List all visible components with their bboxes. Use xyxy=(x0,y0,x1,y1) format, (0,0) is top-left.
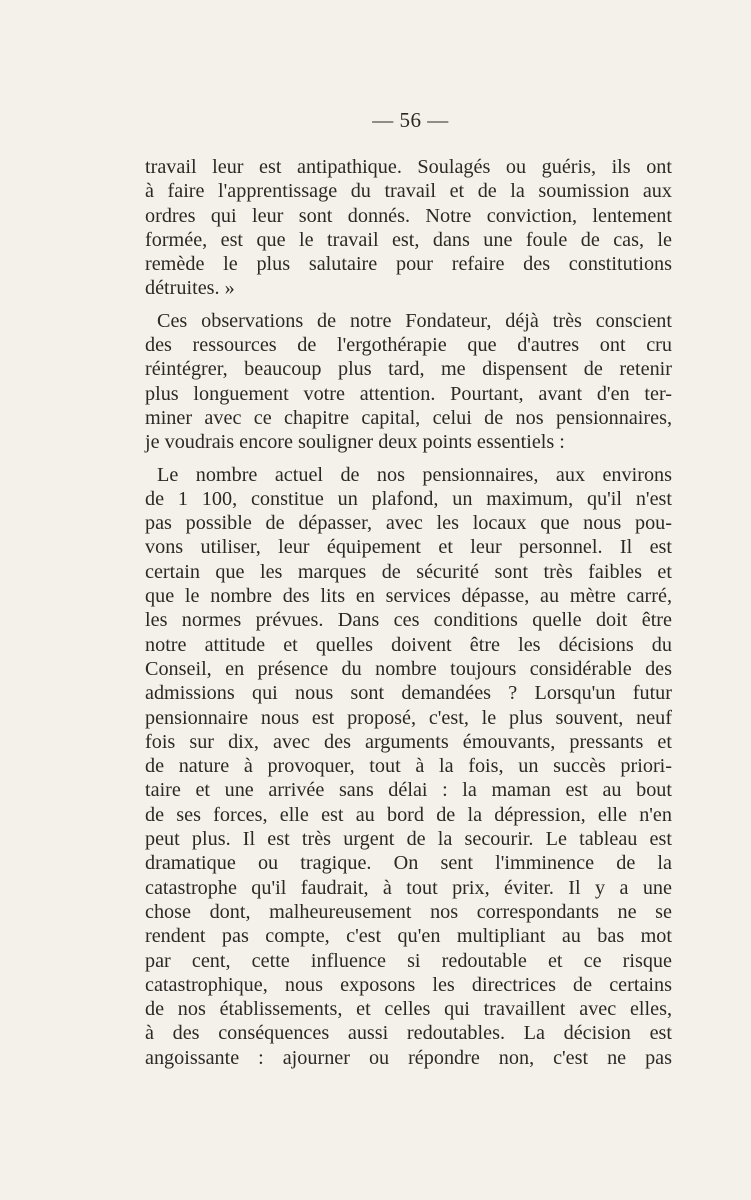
text-line: travail leur est antipathique. Soulagés ou guéris, ils ont xyxy=(145,156,672,178)
text-line: détruites. » xyxy=(145,277,235,300)
paragraph xyxy=(145,463,672,1070)
text-line: notre attitude et quelles doivent être les décisions du xyxy=(145,633,672,656)
text-line: formée, est que le travail est, dans une foule de cas, le xyxy=(145,228,672,251)
text-line: peut plus. Il est très urgent de la secourir. Le tableau est xyxy=(145,828,672,851)
text-line: les normes prévues. Dans ces conditions quelle doit être xyxy=(145,609,672,632)
page-number: — 56 — xyxy=(372,108,449,132)
text-line: Ces observations de notre Fondateur, déjà très conscient xyxy=(157,309,672,332)
text-line: des ressources de l'ergothérapie que d'autres ont cru xyxy=(145,334,672,357)
text-line: de nos établissements, et celles qui travaillent avec elles, xyxy=(145,998,672,1021)
text-line: admissions qui nous sont demandées ? Lorsqu'un futur xyxy=(145,682,672,705)
text-line: remède le plus salutaire pour refaire des constitutions xyxy=(145,253,672,276)
paragraph xyxy=(145,155,672,301)
text-line: pas possible de dépasser, avec les locaux que nous pou- xyxy=(145,512,672,535)
text-line: je voudrais encore souligner deux points essentiels : xyxy=(145,431,565,454)
text-line: certain que les marques de sécurité sont très faibles et xyxy=(145,560,672,583)
text-line: taire et une arrivée sans délai : la maman est au bout xyxy=(145,779,672,802)
text-line: miner avec ce chapitre capital, celui de nos pensionnaires, xyxy=(145,406,672,429)
text-line: pensionnaire nous est proposé, c'est, le plus souvent, neuf xyxy=(145,706,672,729)
text-line: réintégrer, beaucoup plus tard, me dispensent de retenir xyxy=(145,358,672,381)
text-line: Le nombre actuel de nos pensionnaires, aux environs xyxy=(157,463,672,486)
text-line: de 1 100, constitue un plafond, un maximum, qu'il n'est xyxy=(145,487,672,510)
text-line: par cent, cette influence si redoutable et ce risque xyxy=(145,949,672,972)
text-line: dramatique ou tragique. On sent l'imminence de la xyxy=(145,852,672,875)
body-text xyxy=(145,155,672,1070)
text-line: plus longuement votre attention. Pourtant, avant d'en ter- xyxy=(145,382,672,405)
text-line: fois sur dix, avec des arguments émouvants, pressants et xyxy=(145,730,672,753)
text-line: de ses forces, elle est au bord de la dépression, elle n'en xyxy=(145,803,672,826)
text-line: ordres qui leur sont donnés. Notre conviction, lentement xyxy=(145,204,672,227)
paragraph xyxy=(145,309,672,455)
text-line: que le nombre des lits en services dépasse, au mètre carré, xyxy=(145,585,672,608)
text-line: angoissante : ajourner ou répondre non, c'est ne pas xyxy=(145,1046,672,1069)
text-line: de nature à provoquer, tout à la fois, un succès priori- xyxy=(145,755,672,778)
text-line: catastrophique, nous exposons les directrices de certains xyxy=(145,973,672,996)
text-line: vons utiliser, leur équipement et leur personnel. Il est xyxy=(145,536,672,559)
text-line: Conseil, en présence du nombre toujours considérable des xyxy=(145,657,672,680)
text-line: à faire l'apprentissage du travail et de la soumission aux xyxy=(145,180,672,203)
text-line: à des conséquences aussi redoutables. La décision est xyxy=(145,1022,672,1045)
text-line: catastrophe qu'il faudrait, à tout prix, éviter. Il y a une xyxy=(145,876,672,899)
text-line: chose dont, malheureusement nos correspondants ne se xyxy=(145,900,672,923)
text-line: rendent pas compte, c'est qu'en multipliant au bas mot xyxy=(145,925,672,948)
